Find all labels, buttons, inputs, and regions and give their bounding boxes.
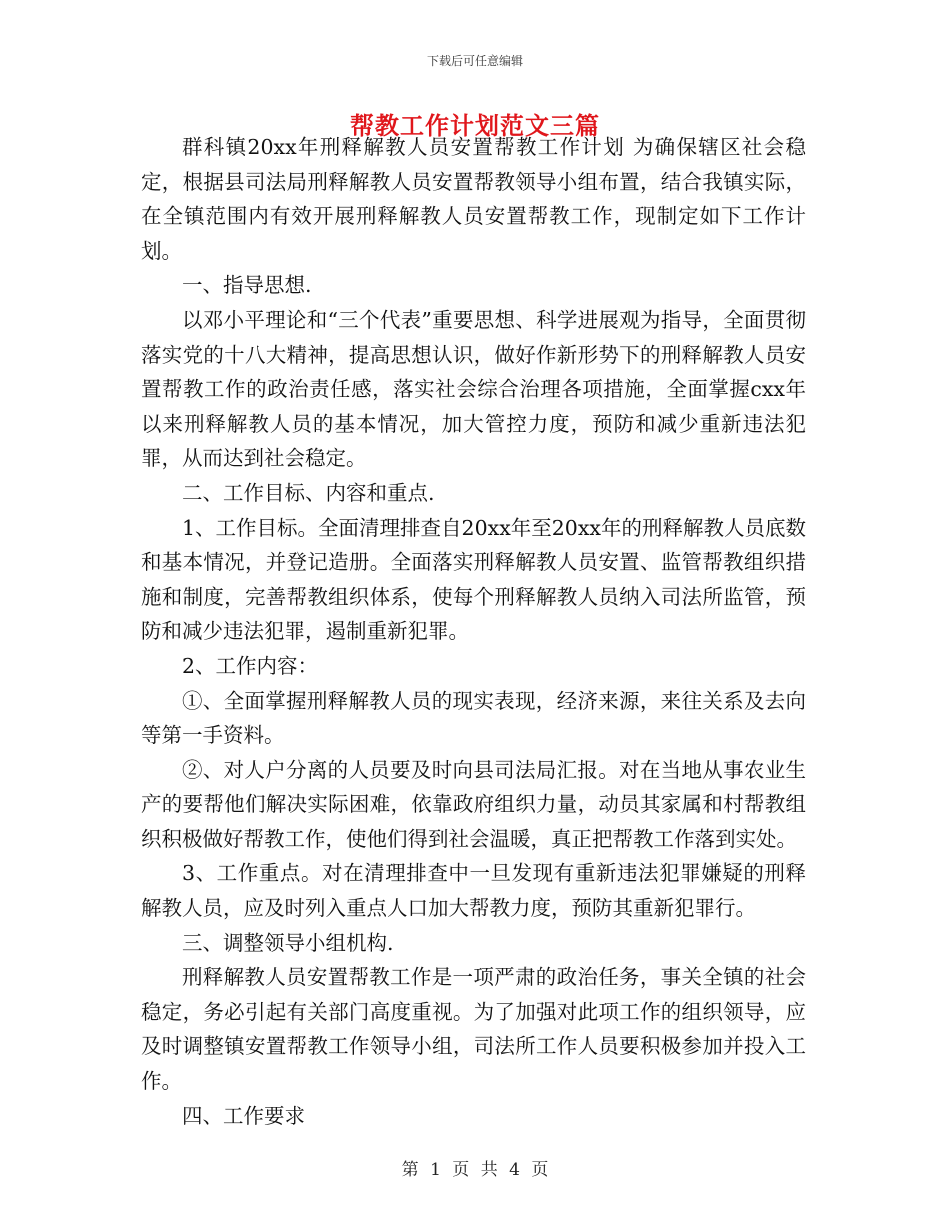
header-note: 下载后可任意编辑 (426, 54, 523, 68)
paragraph-work-goal: 1、工作目标。全面清理排查自20xx年至20xx年的刑释解教人员底数和基本情况，并登记造册。全面落实刑释解教人员安置、监管帮教组织措施和制度，完善帮教组织体系，使每个刑释解教人员纳入司法所监管，预防和减少违法犯罪，遏制重新犯罪。 (141, 515, 806, 644)
paragraph-work-content-heading: 2、工作内容： (182, 653, 319, 678)
document-title: 帮教工作计划范文三篇 (350, 111, 600, 140)
paragraph-content-item-2: ②、对人户分离的人员要及时向县司法局汇报。对在当地从事农业生产的要帮他们解决实际困难，依靠政府组织力量，动员其家属和村帮教组织积极做好帮教工作，使他们得到社会温暖，真正把帮教工作落到实处。 (141, 757, 806, 851)
paragraph-leadership: 刑释解教人员安置帮教工作是一项严肃的政治任务，事关全镇的社会稳定，务必引起有关部门高度重视。为了加强对此项工作的组织领导，应及时调整镇安置帮教工作领导小组，司法所工作人员要积极参加并投入工作。 (141, 965, 806, 1094)
section-heading-1: 一、指导思想. (182, 273, 312, 298)
paragraph-guiding-ideology: 以邓小平理论和“三个代表”重要思想、科学进展观为指导，全面贯彻落实党的十八大精神，提高思想认识，做好作新形势下的刑释解教人员安置帮教工作的政治责任感，落实社会综合治理各项措施，全面掌握cxx年以来刑释解教人员的基本情况，加大管控力度，预防和减少重新违法犯罪，从而达到社会稳定。 (141, 307, 806, 471)
paragraph-intro: 群科镇20xx年刑释解教人员安置帮教工作计划 为确保辖区社会稳定，根据县司法局刑释解教人员安置帮教领导小组布置，结合我镇实际，在全镇范围内有效开展刑释解教人员安置帮教工作，现制定如下工作计划。 (141, 135, 806, 263)
document-body (141, 130, 806, 1133)
page-footer: 第 1 页 共 4 页 (401, 1160, 549, 1180)
paragraph-content-item-1: ①、全面掌握刑释解教人员的现实表现，经济来源，来往关系及去向等第一手资料。 (141, 688, 806, 748)
paragraph-work-focus: 3、工作重点。对在清理排查中一旦发现有重新违法犯罪嫌疑的刑释解教人员，应及时列入重点人口加大帮教力度，预防其重新犯罪行。 (141, 861, 806, 921)
section-heading-2: 二、工作目标、内容和重点. (182, 480, 435, 505)
section-heading-4: 四、工作要求 (182, 1103, 305, 1128)
section-heading-3: 三、调整领导小组机构. (182, 930, 394, 955)
